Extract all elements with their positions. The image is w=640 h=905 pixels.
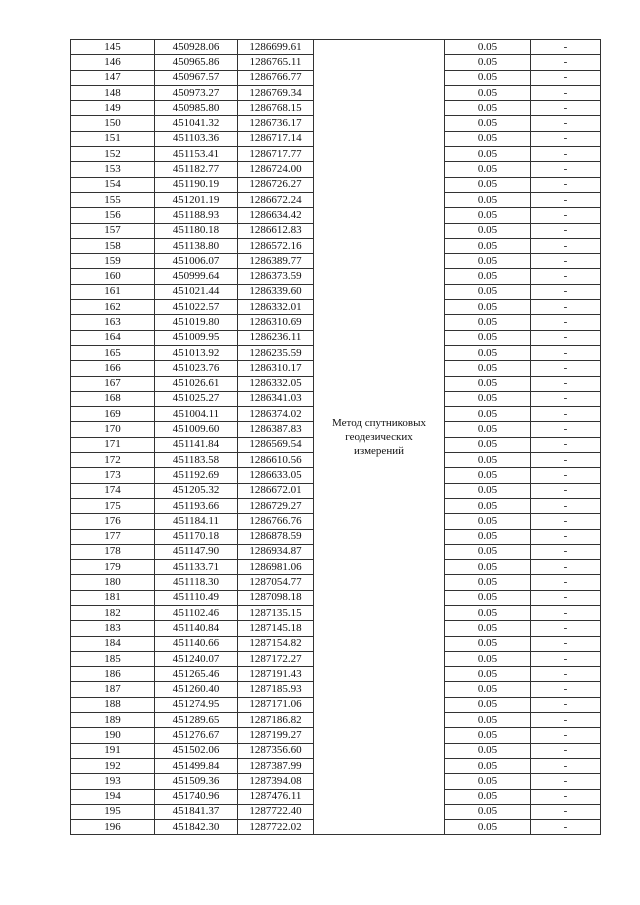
accuracy-cell: 0.05 [445, 437, 531, 452]
point-number-cell: 161 [71, 284, 155, 299]
accuracy-cell: 0.05 [445, 422, 531, 437]
x-coordinate-cell: 451153.41 [155, 147, 238, 162]
note-cell: - [531, 300, 601, 315]
point-number-cell: 167 [71, 376, 155, 391]
y-coordinate-cell: 1286373.59 [238, 269, 314, 284]
point-number-cell: 193 [71, 774, 155, 789]
accuracy-cell: 0.05 [445, 376, 531, 391]
note-cell: - [531, 55, 601, 70]
accuracy-cell: 0.05 [445, 85, 531, 100]
accuracy-cell: 0.05 [445, 483, 531, 498]
accuracy-cell: 0.05 [445, 636, 531, 651]
x-coordinate-cell: 451265.46 [155, 667, 238, 682]
note-cell: - [531, 529, 601, 544]
point-number-cell: 157 [71, 223, 155, 238]
accuracy-cell: 0.05 [445, 361, 531, 376]
note-cell: - [531, 269, 601, 284]
y-coordinate-cell: 1287191.43 [238, 667, 314, 682]
x-coordinate-cell: 450928.06 [155, 40, 238, 55]
accuracy-cell: 0.05 [445, 605, 531, 620]
y-coordinate-cell: 1287145.18 [238, 621, 314, 636]
x-coordinate-cell: 451141.84 [155, 437, 238, 452]
y-coordinate-cell: 1286389.77 [238, 254, 314, 269]
accuracy-cell: 0.05 [445, 758, 531, 773]
accuracy-cell: 0.05 [445, 223, 531, 238]
y-coordinate-cell: 1286769.34 [238, 85, 314, 100]
point-number-cell: 150 [71, 116, 155, 131]
y-coordinate-cell: 1286235.59 [238, 345, 314, 360]
point-number-cell: 183 [71, 621, 155, 636]
accuracy-cell: 0.05 [445, 590, 531, 605]
note-cell: - [531, 804, 601, 819]
accuracy-cell: 0.05 [445, 468, 531, 483]
point-number-cell: 155 [71, 192, 155, 207]
x-coordinate-cell: 450985.80 [155, 101, 238, 116]
y-coordinate-cell: 1286310.69 [238, 315, 314, 330]
note-cell: - [531, 254, 601, 269]
note-cell: - [531, 208, 601, 223]
x-coordinate-cell: 450973.27 [155, 85, 238, 100]
note-cell: - [531, 238, 601, 253]
note-cell: - [531, 468, 601, 483]
point-number-cell: 165 [71, 345, 155, 360]
x-coordinate-cell: 451138.80 [155, 238, 238, 253]
y-coordinate-cell: 1287722.40 [238, 804, 314, 819]
note-cell: - [531, 713, 601, 728]
note-cell: - [531, 101, 601, 116]
note-cell: - [531, 177, 601, 192]
accuracy-cell: 0.05 [445, 208, 531, 223]
y-coordinate-cell: 1286736.17 [238, 116, 314, 131]
x-coordinate-cell: 451842.30 [155, 820, 238, 835]
point-number-cell: 192 [71, 758, 155, 773]
point-number-cell: 179 [71, 560, 155, 575]
note-cell: - [531, 437, 601, 452]
x-coordinate-cell: 451110.49 [155, 590, 238, 605]
x-coordinate-cell: 451133.71 [155, 560, 238, 575]
point-number-cell: 173 [71, 468, 155, 483]
point-number-cell: 187 [71, 682, 155, 697]
point-number-cell: 156 [71, 208, 155, 223]
note-cell: - [531, 605, 601, 620]
accuracy-cell: 0.05 [445, 453, 531, 468]
point-number-cell: 162 [71, 300, 155, 315]
x-coordinate-cell: 451192.69 [155, 468, 238, 483]
note-cell: - [531, 131, 601, 146]
y-coordinate-cell: 1286717.14 [238, 131, 314, 146]
point-number-cell: 166 [71, 361, 155, 376]
note-cell: - [531, 162, 601, 177]
x-coordinate-cell: 451260.40 [155, 682, 238, 697]
y-coordinate-cell: 1286724.00 [238, 162, 314, 177]
point-number-cell: 178 [71, 544, 155, 559]
y-coordinate-cell: 1286310.17 [238, 361, 314, 376]
y-coordinate-cell: 1287154.82 [238, 636, 314, 651]
x-coordinate-cell: 451170.18 [155, 529, 238, 544]
note-cell: - [531, 147, 601, 162]
accuracy-cell: 0.05 [445, 713, 531, 728]
y-coordinate-cell: 1286672.01 [238, 483, 314, 498]
y-coordinate-cell: 1286634.42 [238, 208, 314, 223]
accuracy-cell: 0.05 [445, 55, 531, 70]
table-row [71, 40, 601, 55]
note-cell: - [531, 345, 601, 360]
note-cell: - [531, 820, 601, 835]
note-cell: - [531, 728, 601, 743]
accuracy-cell: 0.05 [445, 101, 531, 116]
note-cell: - [531, 85, 601, 100]
y-coordinate-cell: 1287172.27 [238, 651, 314, 666]
accuracy-cell: 0.05 [445, 560, 531, 575]
point-number-cell: 169 [71, 407, 155, 422]
accuracy-cell: 0.05 [445, 789, 531, 804]
x-coordinate-cell: 451118.30 [155, 575, 238, 590]
y-coordinate-cell: 1286729.27 [238, 498, 314, 513]
y-coordinate-cell: 1286934.87 [238, 544, 314, 559]
note-cell: - [531, 483, 601, 498]
x-coordinate-cell: 451041.32 [155, 116, 238, 131]
accuracy-cell: 0.05 [445, 575, 531, 590]
x-coordinate-cell: 451006.07 [155, 254, 238, 269]
note-cell: - [531, 498, 601, 513]
y-coordinate-cell: 1286878.59 [238, 529, 314, 544]
y-coordinate-cell: 1286339.60 [238, 284, 314, 299]
note-cell: - [531, 514, 601, 529]
y-coordinate-cell: 1286572.16 [238, 238, 314, 253]
accuracy-cell: 0.05 [445, 544, 531, 559]
y-coordinate-cell: 1286726.27 [238, 177, 314, 192]
x-coordinate-cell: 451102.46 [155, 605, 238, 620]
table-body [71, 40, 601, 835]
x-coordinate-cell: 451183.58 [155, 453, 238, 468]
accuracy-cell: 0.05 [445, 254, 531, 269]
point-number-cell: 158 [71, 238, 155, 253]
y-coordinate-cell: 1286717.77 [238, 147, 314, 162]
x-coordinate-cell: 451180.18 [155, 223, 238, 238]
note-cell: - [531, 116, 601, 131]
point-number-cell: 154 [71, 177, 155, 192]
x-coordinate-cell: 450965.86 [155, 55, 238, 70]
point-number-cell: 191 [71, 743, 155, 758]
x-coordinate-cell: 451240.07 [155, 651, 238, 666]
measurement-method-cell: Метод спутниковых геодезических измерений [314, 40, 445, 835]
x-coordinate-cell: 451140.66 [155, 636, 238, 651]
point-number-cell: 163 [71, 315, 155, 330]
y-coordinate-cell: 1286768.15 [238, 101, 314, 116]
x-coordinate-cell: 451193.66 [155, 498, 238, 513]
y-coordinate-cell: 1286387.83 [238, 422, 314, 437]
note-cell: - [531, 192, 601, 207]
note-cell: - [531, 758, 601, 773]
point-number-cell: 147 [71, 70, 155, 85]
note-cell: - [531, 407, 601, 422]
x-coordinate-cell: 451025.27 [155, 391, 238, 406]
point-number-cell: 177 [71, 529, 155, 544]
note-cell: - [531, 284, 601, 299]
note-cell: - [531, 544, 601, 559]
accuracy-cell: 0.05 [445, 269, 531, 284]
accuracy-cell: 0.05 [445, 162, 531, 177]
accuracy-cell: 0.05 [445, 651, 531, 666]
note-cell: - [531, 361, 601, 376]
note-cell: - [531, 789, 601, 804]
x-coordinate-cell: 451509.36 [155, 774, 238, 789]
y-coordinate-cell: 1287186.82 [238, 713, 314, 728]
note-cell: - [531, 560, 601, 575]
note-cell: - [531, 697, 601, 712]
note-cell: - [531, 330, 601, 345]
point-number-cell: 159 [71, 254, 155, 269]
point-number-cell: 176 [71, 514, 155, 529]
point-number-cell: 195 [71, 804, 155, 819]
accuracy-cell: 0.05 [445, 820, 531, 835]
accuracy-cell: 0.05 [445, 70, 531, 85]
y-coordinate-cell: 1287722.02 [238, 820, 314, 835]
note-cell: - [531, 40, 601, 55]
accuracy-cell: 0.05 [445, 177, 531, 192]
coordinates-table [70, 39, 601, 835]
x-coordinate-cell: 451190.19 [155, 177, 238, 192]
note-cell: - [531, 575, 601, 590]
accuracy-cell: 0.05 [445, 804, 531, 819]
note-cell: - [531, 422, 601, 437]
x-coordinate-cell: 451205.32 [155, 483, 238, 498]
x-coordinate-cell: 451009.95 [155, 330, 238, 345]
point-number-cell: 152 [71, 147, 155, 162]
note-cell: - [531, 376, 601, 391]
point-number-cell: 172 [71, 453, 155, 468]
accuracy-cell: 0.05 [445, 529, 531, 544]
x-coordinate-cell: 451103.36 [155, 131, 238, 146]
note-cell: - [531, 453, 601, 468]
point-number-cell: 168 [71, 391, 155, 406]
y-coordinate-cell: 1286236.11 [238, 330, 314, 345]
note-cell: - [531, 743, 601, 758]
accuracy-cell: 0.05 [445, 147, 531, 162]
accuracy-cell: 0.05 [445, 192, 531, 207]
point-number-cell: 174 [71, 483, 155, 498]
note-cell: - [531, 70, 601, 85]
point-number-cell: 185 [71, 651, 155, 666]
y-coordinate-cell: 1286672.24 [238, 192, 314, 207]
point-number-cell: 146 [71, 55, 155, 70]
x-coordinate-cell: 451276.67 [155, 728, 238, 743]
accuracy-cell: 0.05 [445, 315, 531, 330]
y-coordinate-cell: 1286332.05 [238, 376, 314, 391]
point-number-cell: 181 [71, 590, 155, 605]
accuracy-cell: 0.05 [445, 116, 531, 131]
y-coordinate-cell: 1286765.11 [238, 55, 314, 70]
y-coordinate-cell: 1287394.08 [238, 774, 314, 789]
point-number-cell: 160 [71, 269, 155, 284]
x-coordinate-cell: 451023.76 [155, 361, 238, 376]
x-coordinate-cell: 451019.80 [155, 315, 238, 330]
x-coordinate-cell: 451188.93 [155, 208, 238, 223]
y-coordinate-cell: 1286981.06 [238, 560, 314, 575]
accuracy-cell: 0.05 [445, 697, 531, 712]
y-coordinate-cell: 1287171.06 [238, 697, 314, 712]
x-coordinate-cell: 451274.95 [155, 697, 238, 712]
x-coordinate-cell: 451184.11 [155, 514, 238, 529]
note-cell: - [531, 223, 601, 238]
accuracy-cell: 0.05 [445, 514, 531, 529]
x-coordinate-cell: 451147.90 [155, 544, 238, 559]
point-number-cell: 153 [71, 162, 155, 177]
accuracy-cell: 0.05 [445, 621, 531, 636]
y-coordinate-cell: 1287387.99 [238, 758, 314, 773]
y-coordinate-cell: 1286341.03 [238, 391, 314, 406]
x-coordinate-cell: 451499.84 [155, 758, 238, 773]
point-number-cell: 188 [71, 697, 155, 712]
point-number-cell: 151 [71, 131, 155, 146]
y-coordinate-cell: 1287098.18 [238, 590, 314, 605]
x-coordinate-cell: 451841.37 [155, 804, 238, 819]
y-coordinate-cell: 1287199.27 [238, 728, 314, 743]
y-coordinate-cell: 1287185.93 [238, 682, 314, 697]
note-cell: - [531, 636, 601, 651]
x-coordinate-cell: 450967.57 [155, 70, 238, 85]
x-coordinate-cell: 451182.77 [155, 162, 238, 177]
note-cell: - [531, 682, 601, 697]
accuracy-cell: 0.05 [445, 498, 531, 513]
point-number-cell: 180 [71, 575, 155, 590]
point-number-cell: 145 [71, 40, 155, 55]
note-cell: - [531, 590, 601, 605]
y-coordinate-cell: 1286766.76 [238, 514, 314, 529]
x-coordinate-cell: 451004.11 [155, 407, 238, 422]
y-coordinate-cell: 1286633.05 [238, 468, 314, 483]
x-coordinate-cell: 451740.96 [155, 789, 238, 804]
x-coordinate-cell: 451021.44 [155, 284, 238, 299]
y-coordinate-cell: 1286569.54 [238, 437, 314, 452]
x-coordinate-cell: 450999.64 [155, 269, 238, 284]
accuracy-cell: 0.05 [445, 330, 531, 345]
x-coordinate-cell: 451502.06 [155, 743, 238, 758]
x-coordinate-cell: 451009.60 [155, 422, 238, 437]
y-coordinate-cell: 1286610.56 [238, 453, 314, 468]
y-coordinate-cell: 1286332.01 [238, 300, 314, 315]
note-cell: - [531, 391, 601, 406]
point-number-cell: 164 [71, 330, 155, 345]
x-coordinate-cell: 451201.19 [155, 192, 238, 207]
accuracy-cell: 0.05 [445, 743, 531, 758]
note-cell: - [531, 774, 601, 789]
note-cell: - [531, 315, 601, 330]
y-coordinate-cell: 1287054.77 [238, 575, 314, 590]
accuracy-cell: 0.05 [445, 667, 531, 682]
point-number-cell: 182 [71, 605, 155, 620]
point-number-cell: 194 [71, 789, 155, 804]
accuracy-cell: 0.05 [445, 407, 531, 422]
y-coordinate-cell: 1286766.77 [238, 70, 314, 85]
point-number-cell: 196 [71, 820, 155, 835]
x-coordinate-cell: 451289.65 [155, 713, 238, 728]
accuracy-cell: 0.05 [445, 40, 531, 55]
accuracy-cell: 0.05 [445, 238, 531, 253]
note-cell: - [531, 651, 601, 666]
accuracy-cell: 0.05 [445, 300, 531, 315]
point-number-cell: 149 [71, 101, 155, 116]
accuracy-cell: 0.05 [445, 345, 531, 360]
y-coordinate-cell: 1286612.83 [238, 223, 314, 238]
y-coordinate-cell: 1287135.15 [238, 605, 314, 620]
point-number-cell: 171 [71, 437, 155, 452]
x-coordinate-cell: 451013.92 [155, 345, 238, 360]
y-coordinate-cell: 1287356.60 [238, 743, 314, 758]
point-number-cell: 170 [71, 422, 155, 437]
point-number-cell: 184 [71, 636, 155, 651]
x-coordinate-cell: 451140.84 [155, 621, 238, 636]
point-number-cell: 189 [71, 713, 155, 728]
x-coordinate-cell: 451022.57 [155, 300, 238, 315]
y-coordinate-cell: 1287476.11 [238, 789, 314, 804]
accuracy-cell: 0.05 [445, 284, 531, 299]
note-cell: - [531, 621, 601, 636]
y-coordinate-cell: 1286374.02 [238, 407, 314, 422]
accuracy-cell: 0.05 [445, 391, 531, 406]
accuracy-cell: 0.05 [445, 728, 531, 743]
point-number-cell: 186 [71, 667, 155, 682]
accuracy-cell: 0.05 [445, 131, 531, 146]
point-number-cell: 148 [71, 85, 155, 100]
point-number-cell: 175 [71, 498, 155, 513]
accuracy-cell: 0.05 [445, 774, 531, 789]
note-cell: - [531, 667, 601, 682]
y-coordinate-cell: 1286699.61 [238, 40, 314, 55]
accuracy-cell: 0.05 [445, 682, 531, 697]
point-number-cell: 190 [71, 728, 155, 743]
x-coordinate-cell: 451026.61 [155, 376, 238, 391]
